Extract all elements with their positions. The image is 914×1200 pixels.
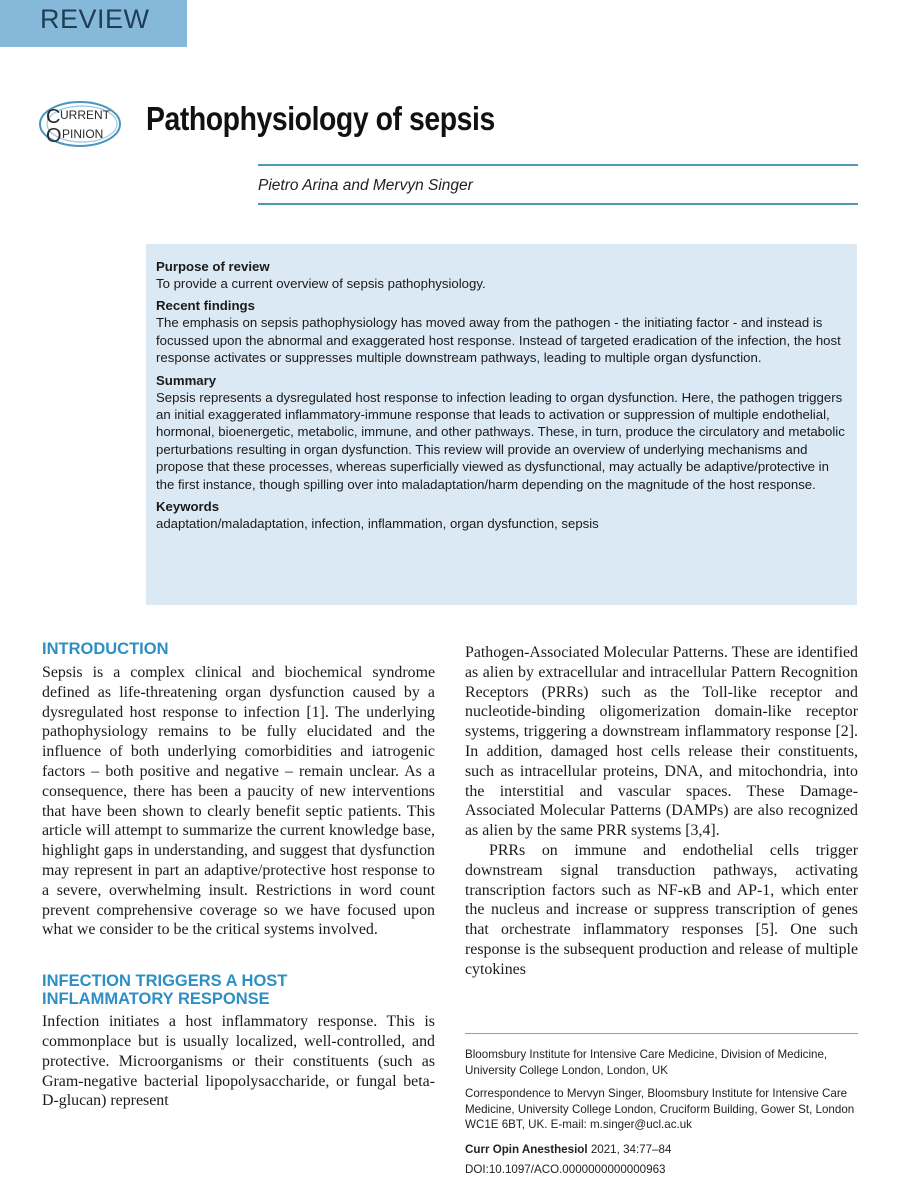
keywords-heading: Keywords bbox=[156, 499, 220, 515]
review-label: REVIEW bbox=[40, 4, 150, 34]
authors-divider bbox=[258, 203, 858, 205]
findings-heading: Recent findings bbox=[156, 298, 255, 314]
purpose-heading: Purpose of review bbox=[156, 259, 270, 274]
infection-heading-line1: INFECTION TRIGGERS A HOST bbox=[42, 972, 288, 991]
journal-name: Curr Opin Anesthesiol bbox=[465, 1143, 588, 1156]
abstract-box bbox=[146, 244, 857, 605]
footnote-divider bbox=[465, 1033, 858, 1034]
correspondence-note: Correspondence to Mervyn Singer, Bloomsbury Institute for Intensive Care Medicine, University College London, Cruciform Building, Gower St, London WC1E 6BT, UK. E-mail: m.singer@ucl.ac.uk bbox=[465, 1087, 855, 1132]
findings-text: The emphasis on sepsis pathophysiology has moved away from the pathogen - the initiating factor - and instead is focussed upon the abnormal and exaggerated host response. Instead of targeted eradication of the infection, the host response activates or suppresses multiple downstream pathways, leading to multiple organ dysfunction. bbox=[156, 315, 841, 366]
summary-heading: Summary bbox=[156, 372, 217, 388]
summary-text: Sepsis represents a dysregulated host response to infection leading to organ dysfunction. Here, the pathogen triggers an initial exaggerated inflammatory-immune response that leads to activation or suppression of multiple endothelial, hormonal, bioenergetic, metabolic, immune, and other pathways. These, in turn, produce the circulatory and metabolic perturbations resulting in organ dysfunction. This review will provide an overview of underlying mechanisms and propose that these processes, whereas superficially viewed as dysfunctional, may actually be adaptive/protective in the first instance, though spilling over into maladaptation/harm depending on the magnitude of the host response. bbox=[156, 389, 845, 492]
logo-word-pinion: PINION bbox=[62, 127, 104, 141]
citation-details: 2021, 34:77–84 bbox=[587, 1143, 672, 1156]
review-tab bbox=[0, 0, 187, 47]
prrs-paragraph: PRRs on immune and endothelial cells trigger downstream signal transduction pathways, activating transcription factors such as NF-κB and AP-1, which enter the nucleus and increase or suppress transcription of genes that orchestrate inflammatory responses [5]. One such response is the subsequent production and release of multiple cytokines bbox=[465, 841, 858, 978]
right-column bbox=[465, 643, 858, 980]
infection-paragraph: Infection initiates a host inflammatory response. This is commonplace but is usually localized, well-controlled, and protective. Microorganisms or their constituents (such as Gram-negative bacterial lipopolysaccharide, or fungal beta-D-glucan) represent bbox=[42, 1013, 435, 1110]
journal-citation bbox=[465, 1142, 858, 1158]
title-divider bbox=[258, 164, 858, 166]
affiliation-note: Bloomsbury Institute for Intensive Care Medicine, Division of Medicine, University College London, London, UK bbox=[465, 1048, 828, 1077]
logo-word-urrent: URRENT bbox=[60, 108, 110, 122]
pamps-paragraph: Pathogen-Associated Molecular Patterns. These are identified as alien by extracellular and intracellular Pattern Recognition Receptors (PRRs) such as the Toll-like receptor and nucleotide-binding oligomerization domain-like receptor systems, triggering a downstream inflammatory response [2]. In addition, damaged host cells release their constituents, such as intracellular proteins, DNA, and mitochondria, into the interstitial and vascular spaces. These Damage-Associated Molecular Patterns (DAMPs) are also recognized as alien by the same PRR systems [3,4]. bbox=[465, 644, 858, 840]
introduction-heading: INTRODUCTION bbox=[42, 640, 169, 658]
infection-heading-line2: INFLAMMATORY RESPONSE bbox=[42, 990, 270, 1009]
logo-letter-o: O bbox=[46, 125, 62, 147]
doi-text: DOI:10.1097/ACO.0000000000000963 bbox=[465, 1163, 666, 1176]
current-opinion-logo bbox=[36, 97, 132, 151]
infection-heading bbox=[42, 972, 435, 1008]
introduction-paragraph: Sepsis is a complex clinical and biochemical syndrome defined as life-threatening organ dysfunction caused by a dysregulated host response to infection [1]. The underlying pathophysiology remains to be fully elucidated and the influence of both underlying comorbidities and iatrogenic factors – both positive and negative – remain unclear. As a consequence, there has been a paucity of new interventions that have been shown to clearly benefit septic patients. This article will attempt to summarize the current knowledge base, highlight gaps in understanding, and suggest that dysfunction may represent in part an adaptive/protective host response to a severe, overwhelming insult. Restrictions in word count prevent comprehensive coverage so we have focused upon what we consider to be the critical systems involved. bbox=[42, 664, 435, 939]
purpose-text: To provide a current overview of sepsis pathophysiology. bbox=[156, 276, 486, 291]
keywords-text: adaptation/maladaptation, infection, inflammation, organ dysfunction, sepsis bbox=[156, 516, 599, 532]
article-title: Pathophysiology of sepsis bbox=[146, 100, 495, 137]
logo-letter-c: C bbox=[46, 106, 61, 128]
left-column bbox=[42, 640, 435, 1111]
article-authors: Pietro Arina and Mervyn Singer bbox=[258, 177, 473, 194]
